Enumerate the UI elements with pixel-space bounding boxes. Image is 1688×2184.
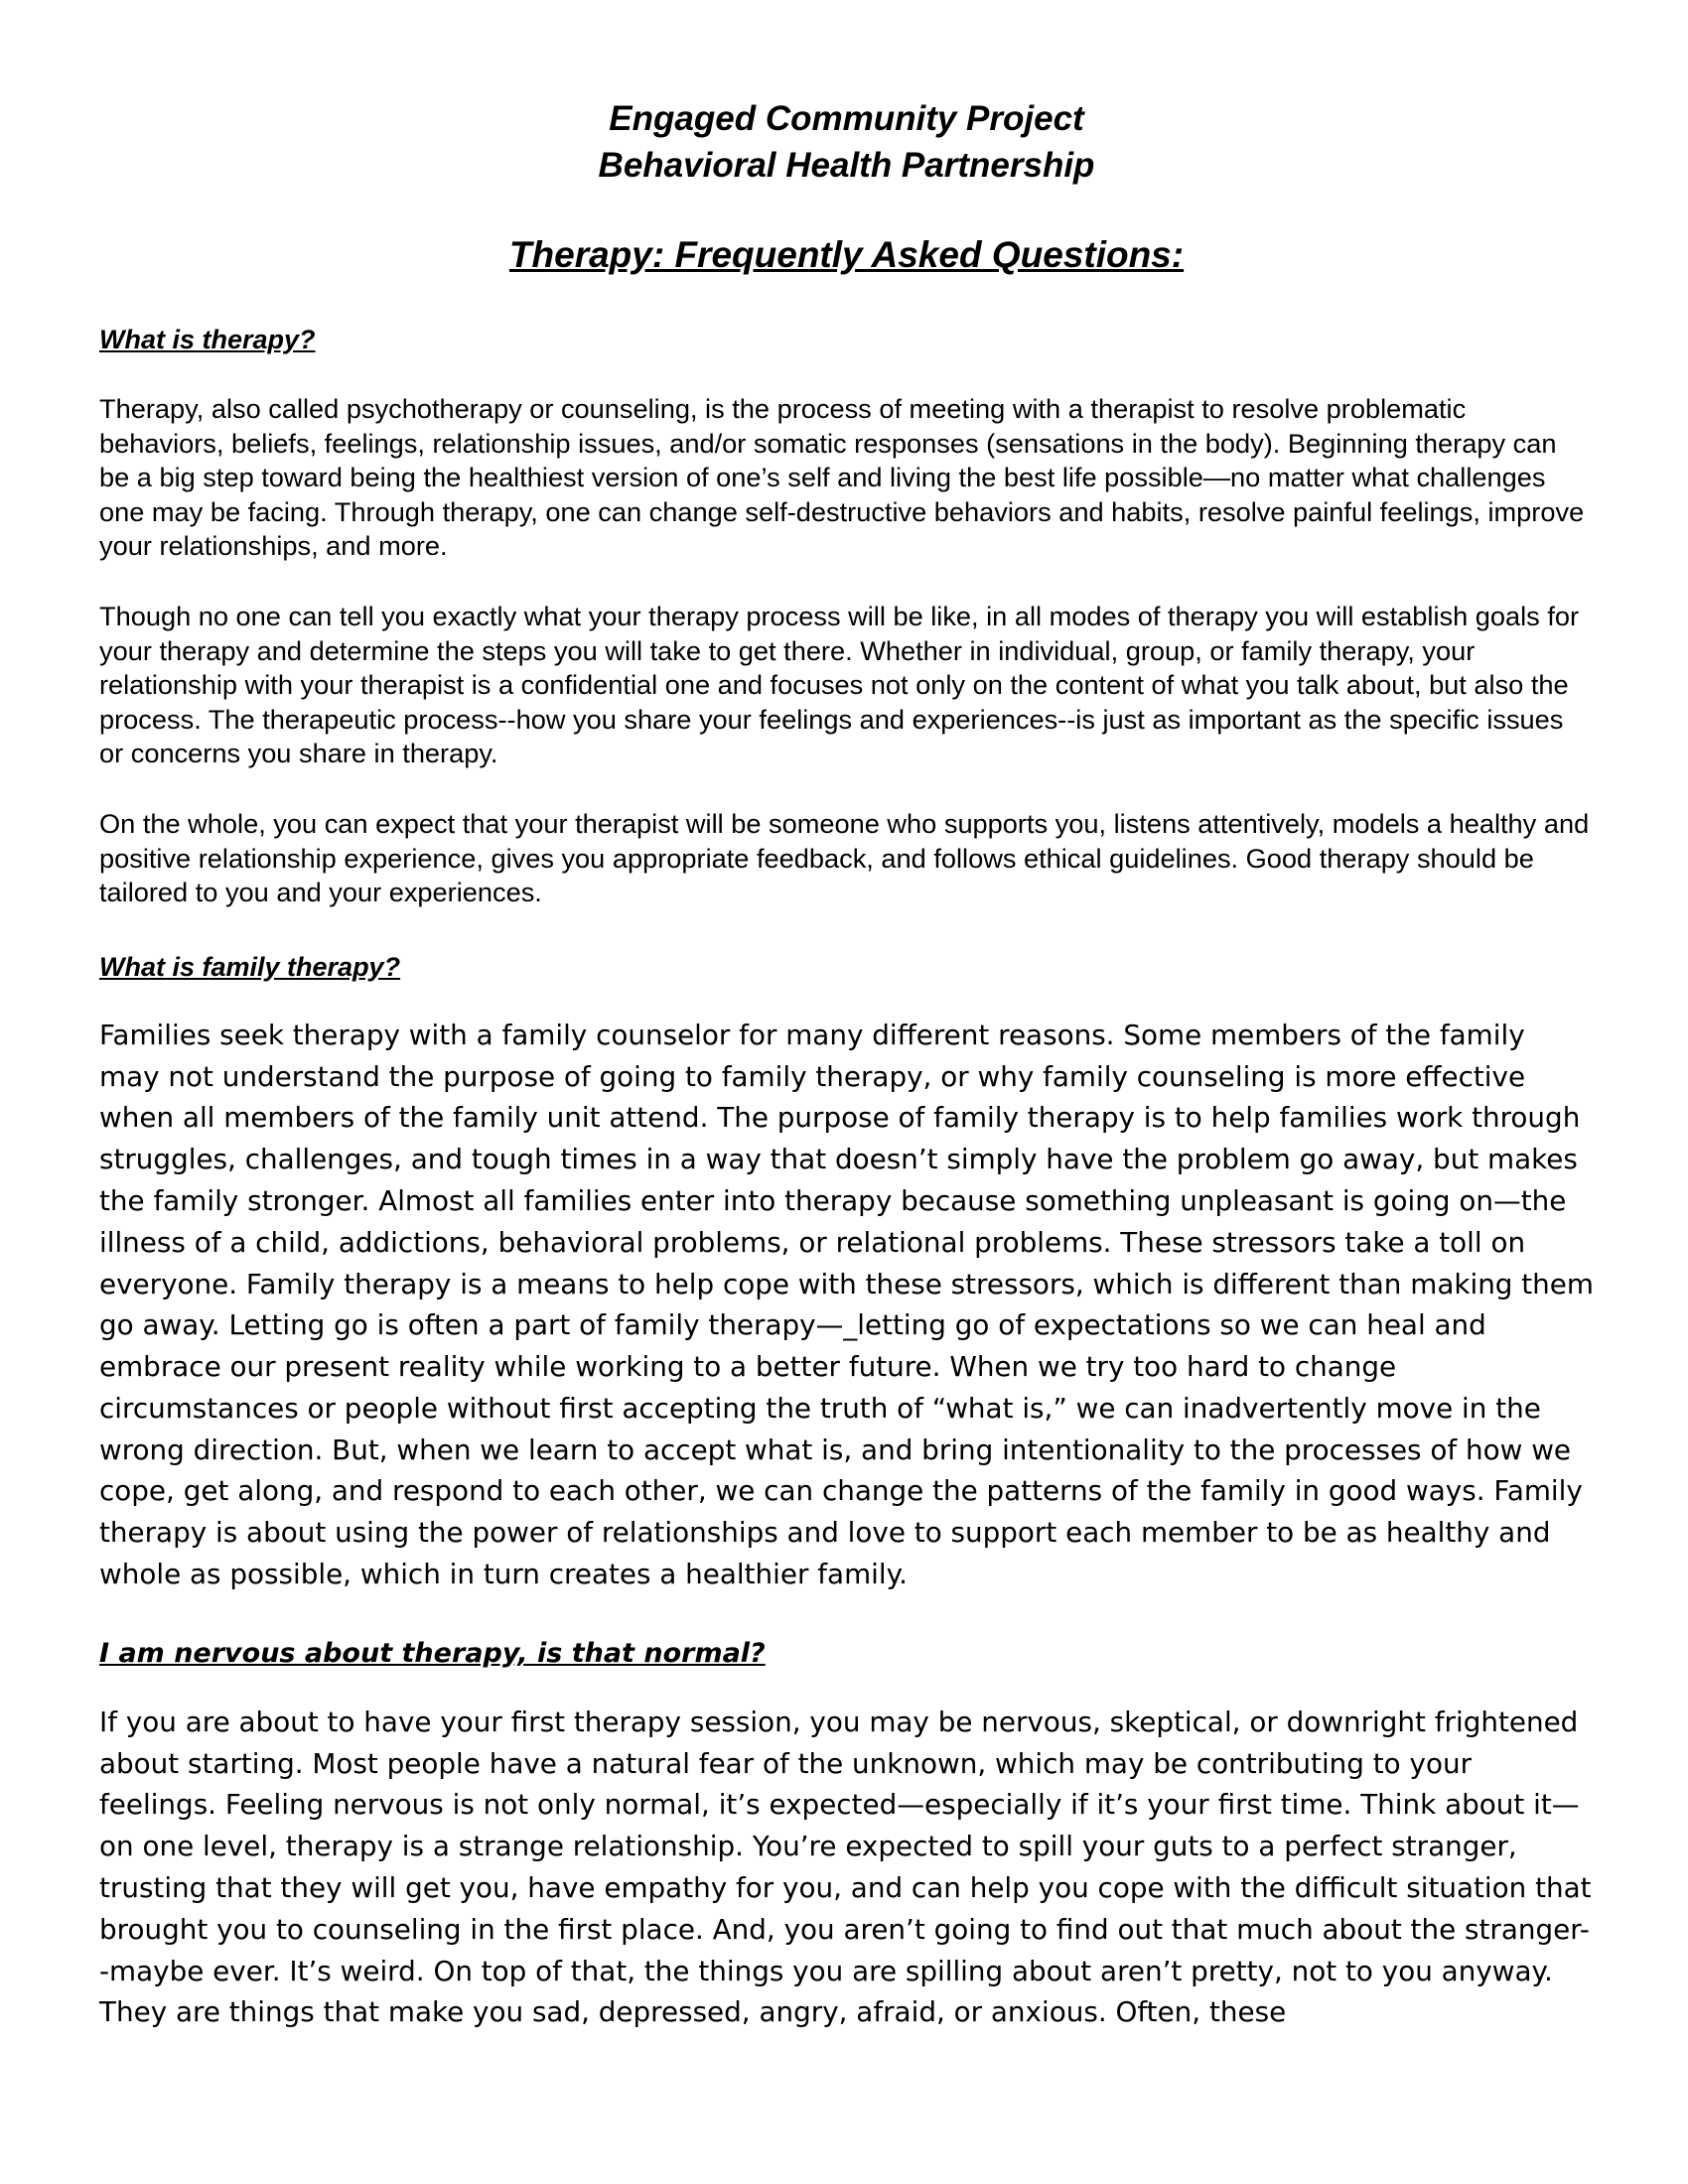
section-heading: What is therapy?	[99, 325, 316, 354]
section-what-is-family-therapy	[99, 950, 1594, 984]
section-heading: What is family therapy?	[99, 951, 401, 982]
paragraph: Though no one can tell you exactly what your therapy process will be like, in all modes of therapy you will establish goals for your therapy and determine the steps you will take to get there. Whether in individual, group, or family therapy, your relationship with your therapist is a confidential one and focuses not only on the content of what you talk about, but also the process. The therapeutic process--how you share your feelings and experiences--is just as important as the specific issues or concerns you share in therapy.	[99, 600, 1580, 769]
section-heading: I am nervous about therapy, is that normal?	[99, 1637, 766, 1669]
section-what-is-therapy	[99, 323, 1594, 910]
organization-title: Engaged Community Project	[609, 99, 1084, 138]
faq-title: Therapy: Frequently Asked Questions:	[508, 234, 1185, 275]
document-header	[99, 95, 1594, 189]
document-page	[99, 95, 1594, 2033]
paragraph: On the whole, you can expect that your therapist will be someone who supports you, listens attentively, models a healthy and positive relationship experience, gives you appropriate feedback, and follows ethical guidelines. Good therapy should be tailored to you and your experiences.	[99, 807, 1590, 908]
paragraph: Families seek therapy with a family counselor for many different reasons. Some members of the family may not understand the purpose of going to family therapy, or why family counseling is more effective when all members of the family unit attend. The purpose of family therapy is to help families work through struggles, challenges, and tough times in a way that doesn’t simply have the problem go away, but makes the family stronger. Almost all families enter into therapy because something unpleasant is going on—the illness of a child, addictions, behavioral problems, or relational problems. These stressors take a toll on everyone. Family therapy is a means to help cope with these stressors, which is different than making them go away. Letting go is often a part of family therapy—_letting go of expectations so we can heal and embrace our present reality while working to a better future. When we try too hard to change circumstances or people without first accepting the truth of “what is,” we can inadvertently move in the wrong direction. But, when we learn to accept what is, and bring intentionality to the processes of how we cope, get along, and respond to each other, we can change the patterns of the family in good ways. Family therapy is about using the power of relationships and love to support each member to be as healthy and whole as possible, which in turn creates a healthier family.	[99, 1018, 1594, 1591]
paragraph: Therapy, also called psychotherapy or counseling, is the process of meeting with a therapist to resolve problematic behaviors, beliefs, feelings, relationship issues, and/or somatic responses (sensations in the body). Beginning therapy can be a big step toward being the healthiest version of one’s self and living the best life possible—no matter what challenges one may be facing. Through therapy, one can change self-destructive behaviors and habits, resolve painful feelings, improve your relationships, and more.	[99, 393, 1585, 562]
section-nervous-about-therapy	[99, 1637, 1594, 2033]
partnership-title: Behavioral Health Partnership	[598, 146, 1095, 185]
paragraph: If you are about to have your first therapy session, you may be nervous, skeptical, or downright frightened about starting. Most people have a natural fear of the unknown, which may be contributing to your feelings. Feeling nervous is not only normal, it’s expected—especially if it’s your first time. Think about it—on one level, therapy is a strange relationship. You’re expected to spill your guts to a perfect stranger, trusting that they will get you, have empathy for you, and can help you cope with the difficult situation that brought you to counseling in the first place. And, you aren’t going to find out that much about the stranger--maybe ever. It’s weird. On top of that, the things you are spilling about aren’t pretty, not to you anyway. They are things that make you sad, depressed, angry, afraid, or anxious. Often, these	[99, 1705, 1592, 2029]
section-family-therapy-body	[99, 1015, 1594, 1595]
